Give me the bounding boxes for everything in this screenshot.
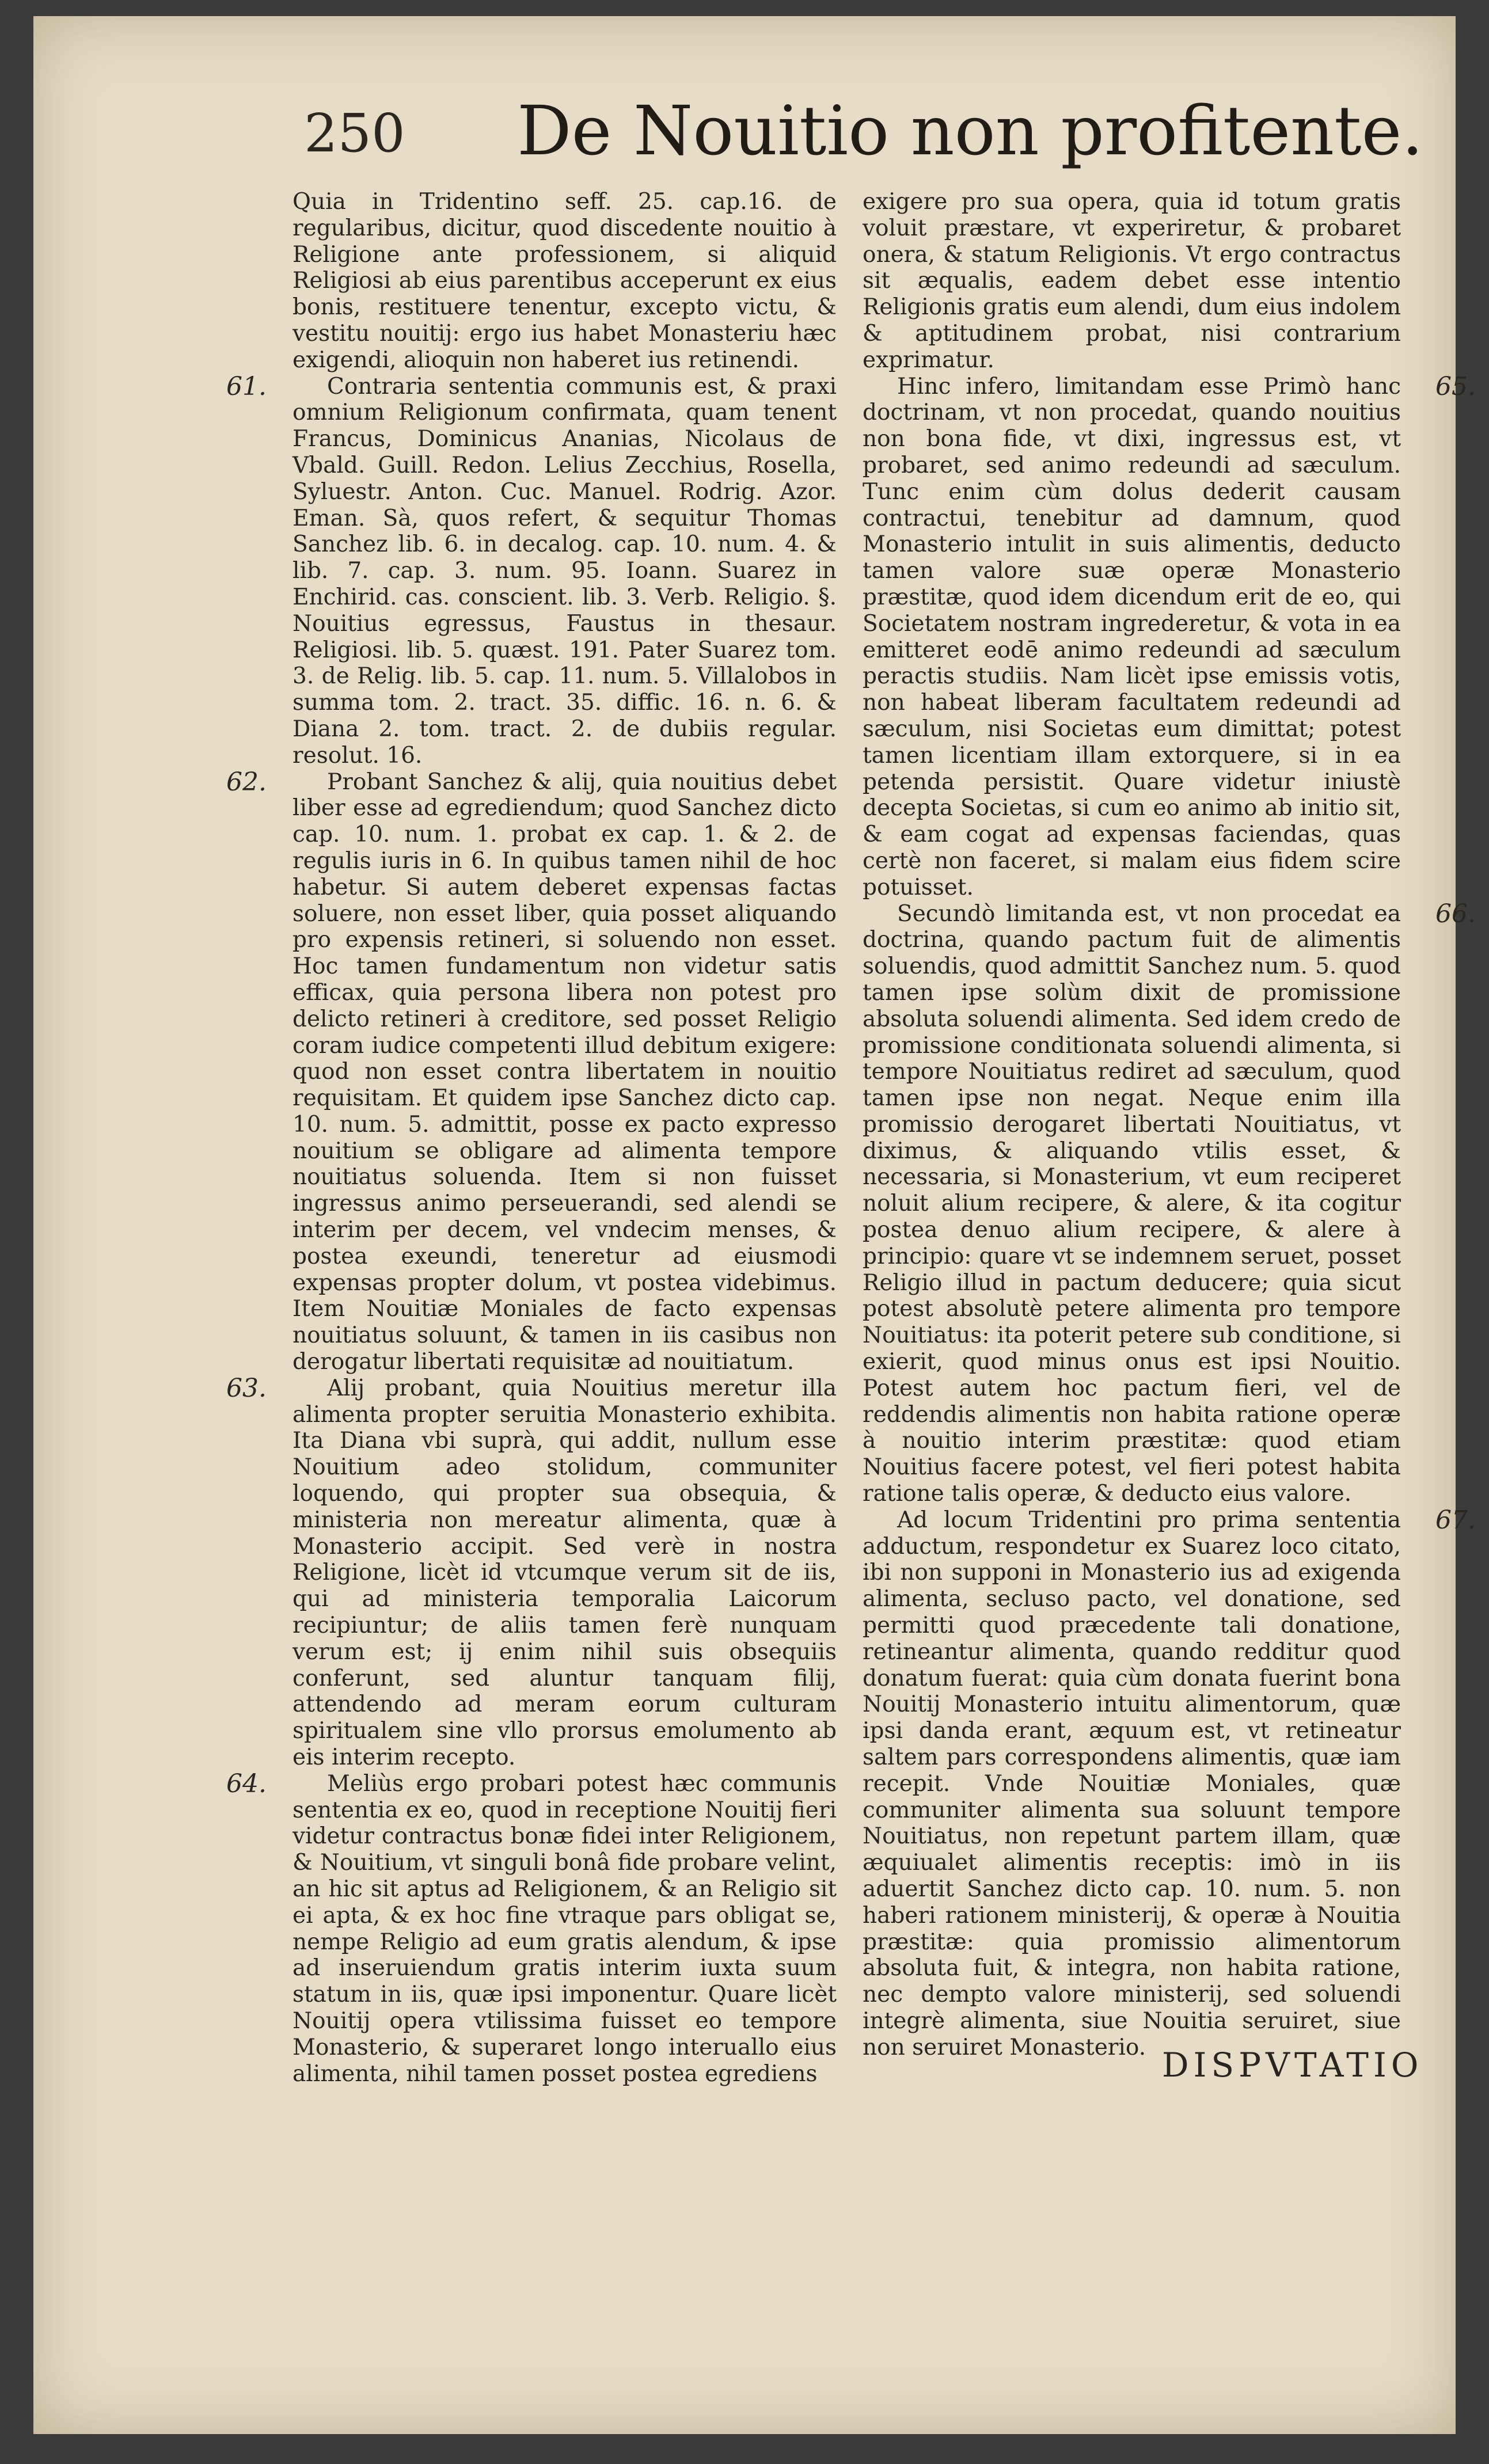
margin-number: 66.	[1435, 899, 1476, 929]
paragraph-text: Quia in Tridentino seff. 25. cap.16. de regularibus, dicitur, quod discedente nouitio à Religione ante professionem, si aliquid Religiosi ab eius parentibus acceperunt ex eius bonis, restituere tenentur, excepto victu, & vestitu nouitij: ergo ius habet Monasteriu hæc exigendi, alioquin non haberet ius retinendi.	[293, 189, 837, 373]
paragraph-text: Meliùs ergo probari potest hæc communis sententia ex eo, quod in receptione Nouitij fieri videtur contractus bonæ fidei inter Religionem, & Nouitium, vt singuli bonâ fide probare velint, an hic sit aptus ad Religionem, & an Religio sit ei apta, & ex hoc fine vtraque pars obligat se, nempe Religio ad eum gratis alendum, & ipse ad inseruiendum gratis interim iuxta suum statum in iis, quæ ipsi imponentur. Quare licèt Nouitij opera vtilissima fuisset eo tempore Monasterio, & superaret longo interuallo eius alimenta, nihil tamen posset postea egrediens	[293, 1770, 837, 2087]
paragraph-text: Alij probant, quia Nouitius meretur illa alimenta propter seruitia Monasterio exhibita. Ita Diana vbi suprà, qui addit, nullum esse Nouitium adeo stolidum, communiter loquendo, qui propter sua obsequia, & ministeria non mereatur alimenta, quæ à Monasterio accipit. Sed verè in nostra Religione, licèt id vtcumque verum sit de iis, qui ad ministeria temporalia Laicorum recipiuntur; de aliis tamen ferè nunquam verum est; ij enim nihil suis obsequiis conferunt, sed aluntur tanquam filij, attendendo ad meram eorum culturam spiritualem sine vllo prorsus emolumento ab eis interim recepto.	[293, 1375, 837, 1771]
paragraph	[863, 189, 1401, 374]
page-number: 250	[304, 102, 405, 164]
paragraph	[226, 1769, 837, 2087]
margin-number: 64.	[226, 1769, 267, 1798]
margin-number: 67.	[1435, 1505, 1476, 1535]
catchword: DISPVTATIO	[1162, 2045, 1423, 2085]
margin-number: 62.	[226, 767, 267, 797]
paragraph-text: Ad locum Tridentini pro prima sententia adductum, respondetur ex Suarez loco citato, ibi non supponi in Monasterio ius ad exigenda alimenta, secluso pacto, vel donatione, sed permitti quod præcedente tali donatione, retineantur alimenta, quando redditur quod donatum fuerat: quia cùm donata fuerint bona Nouitij Monasterio intuitu alimentorum, quæ ipsi danda erant, æquum est, vt retineatur saltem pars correspondens alimentis, quæ iam recepit. Vnde Nouitiæ Moniales, quæ communiter alimenta sua soluunt tempore Nouitiatus, non repetunt partem illam, quæ æquiualet alimentis receptis: imò in iis aduertit Sanchez dicto cap. 10. num. 5. non haberi rationem ministerij, & operæ à Nouitia præstitæ: quia promissio alimentorum absoluta fuit, & integra, non habita ratione, nec dempto valore ministerij, sed soluendi integrè alimenta, siue Nouitia seruiret, siue non seruiret Monasterio.	[863, 1507, 1401, 2060]
margin-number: 65.	[1435, 371, 1476, 401]
paragraph	[863, 899, 1476, 1507]
paragraph	[863, 371, 1476, 901]
left-column	[226, 189, 837, 2087]
paragraph-text: Contraria sententia communis est, & praxi omnium Religionum confirmata, quam tenent Francus, Dominicus Ananias, Nicolaus de Vbald. Guill. Redon. Lelius Zecchius, Rosella, Syluestr. Anton. Cuc. Manuel. Rodrig. Azor. Eman. Sà, quos refert, & sequitur Thomas Sanchez lib. 6. in decalog. cap. 10. num. 4. & lib. 7. cap. 3. num. 95. Ioann. Suarez in Enchirid. cas. conscient. lib. 3. Verb. Religio. §. Nouitius egressus, Faustus in thesaur. Religiosi. lib. 5. quæst. 191. Pater Suarez tom. 3. de Relig. lib. 5. cap. 11. num. 5. Villalobos in summa tom. 2. tract. 35. diffic. 16. n. 6. & Diana 2. tom. tract. 2. de dubiis regular. resolut. 16.	[293, 373, 837, 769]
margin-number: 61.	[226, 371, 267, 401]
paragraph-text: Hinc infero, limitandam esse Primò hanc doctrinam, vt non procedat, quando nouitius non bona fide, vt dixi, ingressus est, vt probaret, sed animo redeundi ad sæculum. Tunc enim cùm dolus dederit causam contractui, tenebitur ad damnum, quod Monasterio intulit in suis alimentis, deducto tamen valore suæ operæ Monasterio præstitæ, quod idem dicendum erit de eo, qui Societatem nostram ingrederetur, & vota in ea emitteret eodē animo redeundi ad sæculum peractis studiis. Nam licèt ipse emissis votis, non habeat liberam facultatem redeundi ad sæculum, nisi Societas eum dimittat; potest tamen licentiam illam extorquere, si in ea petenda persistit. Quare videtur iniustè decepta Societas, si cum eo animo ab initio sit, & eam cogat ad expensas faciendas, quas certè non faceret, si malam eius fidem scire potuisset.	[863, 373, 1401, 900]
paragraph	[863, 1505, 1476, 2061]
page-header	[304, 91, 1423, 189]
paragraph	[226, 767, 837, 1375]
book-page	[33, 16, 1476, 2434]
paragraph-text: exigere pro sua opera, quia id totum gratis voluit præstare, vt experiretur, & probaret onera, & statum Religionis. Vt ergo contractus sit æqualis, eadem debet esse intentio Religionis gratis eum alendi, dum eius indolem & aptitudinem probat, nisi contrarium exprimatur.	[863, 189, 1401, 373]
paragraph	[226, 1373, 837, 1771]
paragraph-text: Secundò limitanda est, vt non procedat ea doctrina, quando pactum fuit de alimentis soluendis, quod admittit Sanchez num. 5. quod tamen ipse solùm dixit de promissione absoluta soluendi alimenta. Sed idem credo de promissione conditionata soluendi alimenta, si tempore Nouitiatus rediret ad sæculum, quod tamen ipse non negat. Neque enim illa promissio derogaret libertati Nouitiatus, vt diximus, & aliquando vtilis esset, & necessaria, si Monasterium, vt eum reciperet noluit alium recipere, & alere, & ita cogitur postea denuo alium recipere, & alere à principio: quare vt se indemnem seruet, posset Religio illud in pactum deducere; quia sicut potest absolutè petere alimenta pro tempore Nouitiatus: ita poterit petere sub conditione, si exierit, quod minus onus est ipsi Nouitio. Potest autem hoc pactum fieri, vel de reddendis alimentis non habita ratione operæ à nouitio interim præstitæ: quod etiam Nouitius facere potest, vel fieri potest habita ratione talis operæ, & deducto eius valore.	[863, 900, 1401, 1507]
margin-number: 63.	[226, 1373, 267, 1403]
paragraph-text: Probant Sanchez & alij, quia nouitius debet liber esse ad egrediendum; quod Sanchez dicto cap. 10. num. 1. probat ex cap. 1. & 2. de regulis iuris in 6. In quibus tamen nihil de hoc habetur. Si autem deberet expensas factas soluere, non esset liber, quia posset aliquando pro expensis retineri, si soluendo non esset. Hoc tamen fundamentum non videtur satis efficax, quia persona libera non potest pro delicto retineri à creditore, sed posset Religio coram iudice competenti illud debitum exigere: quod non esset contra libertatem in nouitio requisitam. Et quidem ipse Sanchez dicto cap. 10. num. 5. admittit, posse ex pacto expresso nouitium se obligare ad alimenta tempore nouitiatus soluenda. Item si non fuisset ingressus animo perseuerandi, sed alendi se interim per decem, vel vndecim menses, & postea exeundi, teneretur ad eiusmodi expensas propter dolum, vt postea videbimus. Item Nouitiæ Moniales de facto expensas nouitiatus soluunt, & tamen in iis casibus non derogatur libertati requisitæ ad nouitiatum.	[293, 769, 837, 1375]
right-column	[863, 189, 1476, 2061]
running-title: De Nouitio non profitente.	[517, 91, 1423, 170]
paragraph	[293, 189, 837, 374]
paragraph	[226, 371, 837, 769]
